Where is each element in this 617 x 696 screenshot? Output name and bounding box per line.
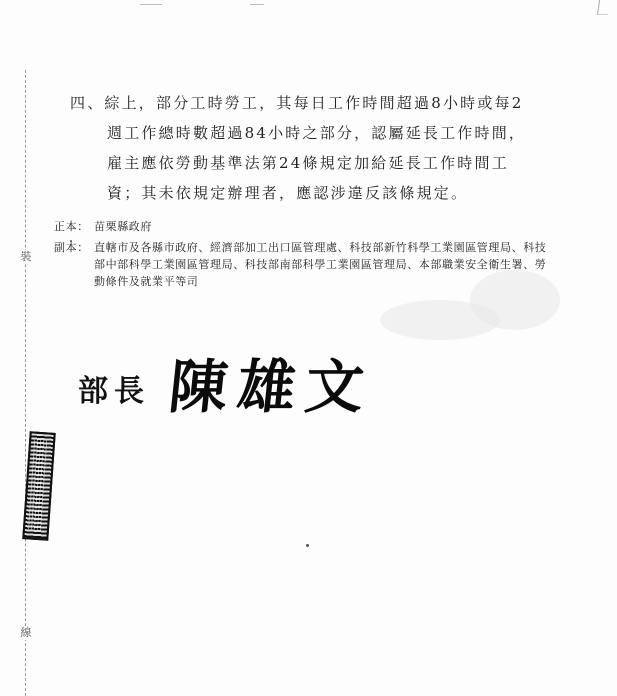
signature-title: 部長 xyxy=(78,374,150,409)
paragraph-line-1: 四、綜上，部分工時勞工，其每日工作時間超過8小時或每2 xyxy=(70,94,524,112)
show-through-blotch xyxy=(380,300,500,340)
speck xyxy=(306,544,309,547)
binding-mark-bottom: 線 xyxy=(20,626,32,639)
copy-recipient-row xyxy=(54,239,554,290)
copy-recipient-label: 副本： xyxy=(54,241,89,254)
scan-mark xyxy=(140,4,162,5)
binding-mark-top: 裝 xyxy=(20,250,32,263)
original-recipient-row xyxy=(54,218,554,235)
binding-seal-stamp xyxy=(22,431,55,541)
binding-dashed-line xyxy=(25,70,26,696)
paragraph-line-2: 週工作總時數超過84小時之部分，認屬延長工作時間， xyxy=(107,124,527,142)
original-recipient-label: 正本： xyxy=(54,220,89,233)
recipients-block xyxy=(54,218,554,294)
paragraph-line-3: 雇主應依勞動基準法第24條規定加給延長工作時間工 xyxy=(107,154,509,172)
minister-signature xyxy=(78,340,408,430)
original-recipient-text: 苗栗縣政府 xyxy=(94,220,152,233)
copy-recipient-text: 直轄市及各縣市政府、經濟部加工出口區管理處、科技部新竹科學工業園區管理局、科技部中部科學工業園區管理局、科技部南部科學工業園區管理局、本部職業安全衛生署、勞動條件及就業平等司 xyxy=(94,241,547,288)
signature-name: 陳雄文 xyxy=(165,353,378,421)
paragraph-line-4: 資；其未依規定辦理者，應認涉違反該條規定。 xyxy=(107,184,469,202)
conclusion-paragraph xyxy=(70,88,570,208)
scan-mark xyxy=(250,4,264,5)
corner-fold-mark xyxy=(597,0,610,15)
